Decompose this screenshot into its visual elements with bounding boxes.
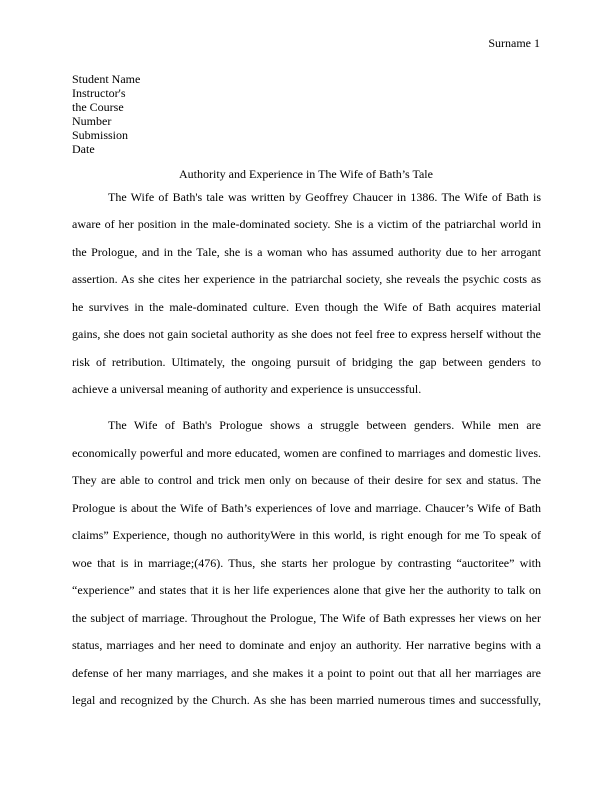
heading-number: Number — [72, 114, 112, 128]
paragraph-1-line: achieve a universal meaning of authority and experience is unsuccessful. — [72, 382, 422, 396]
paragraph-2-line: legal and recognized by the Church. As she has been married numerous times and successfully, — [72, 693, 541, 707]
paragraph-2-line: the subject of marriage. Throughout the Prologue, The Wife of Bath expresses her views on her — [72, 611, 541, 625]
paragraph-2-line: economically powerful and more educated, women are confined to marriages and domestic lives. — [72, 446, 541, 460]
paragraph-1-line: he survives in the male-dominated culture. Even though the Wife of Bath acquires material — [72, 300, 541, 314]
paragraph-2-line: status, marriages and her need to dominate and enjoy an authority. Her narrative begins with a — [72, 638, 541, 652]
paragraph-2-line: The Wife of Bath's Prologue shows a struggle between genders. While men are — [108, 418, 541, 432]
paragraph-1-line: risk of retribution. Ultimately, the ongoing pursuit of bridging the gap between genders to — [72, 355, 541, 369]
paragraph-2-line: They are able to control and trick men only on because of their desire for sex and status. The — [72, 473, 541, 487]
paragraph-1-line: The Wife of Bath's tale was written by Geoffrey Chaucer in 1386. The Wife of Bath is — [108, 190, 541, 204]
paragraph-1-line: aware of her position in the male-dominated society. She is a victim of the patriarchal world in — [72, 217, 541, 231]
paragraph-1-line: assertion. As she cites her experience in the patriarchal society, she reveals the psychic costs as — [72, 272, 541, 286]
heading-date: Date — [72, 142, 95, 156]
running-head: Surname 1 — [488, 36, 540, 50]
heading-block — [72, 72, 140, 156]
heading-instructor: Instructor's — [72, 86, 126, 100]
heading-submission: Submission — [72, 128, 129, 142]
paragraph-2-line: woe that is in marriage;(476). Thus, she starts her prologue by contrasting “auctoritee” with — [72, 556, 541, 570]
paragraph-1-line: gains, she does not gain societal authority as she does not feel free to express herself without the — [72, 327, 541, 341]
heading-course: the Course — [72, 100, 124, 114]
essay-title: Authority and Experience in The Wife of Bath’s Tale — [179, 167, 433, 181]
heading-student-name: Student Name — [72, 72, 141, 86]
paragraph-2-line: claims” Experience, though no authorityWere in this world, is right enough for me To speak of — [72, 528, 541, 542]
paragraph-1-line: the Prologue, and in the Tale, she is a woman who has assumed authority due to her arrogant — [72, 245, 541, 259]
paragraph-2-line: Prologue is about the Wife of Bath’s experiences of love and marriage. Chaucer’s Wife of Bath — [72, 501, 541, 515]
paragraph-2-line: “experience” and states that it is her life experiences alone that give her the authority to talk on — [72, 583, 541, 597]
paragraph-2-line: defense of her many marriages, and she makes it a point to point out that all her marriages are — [72, 666, 541, 680]
